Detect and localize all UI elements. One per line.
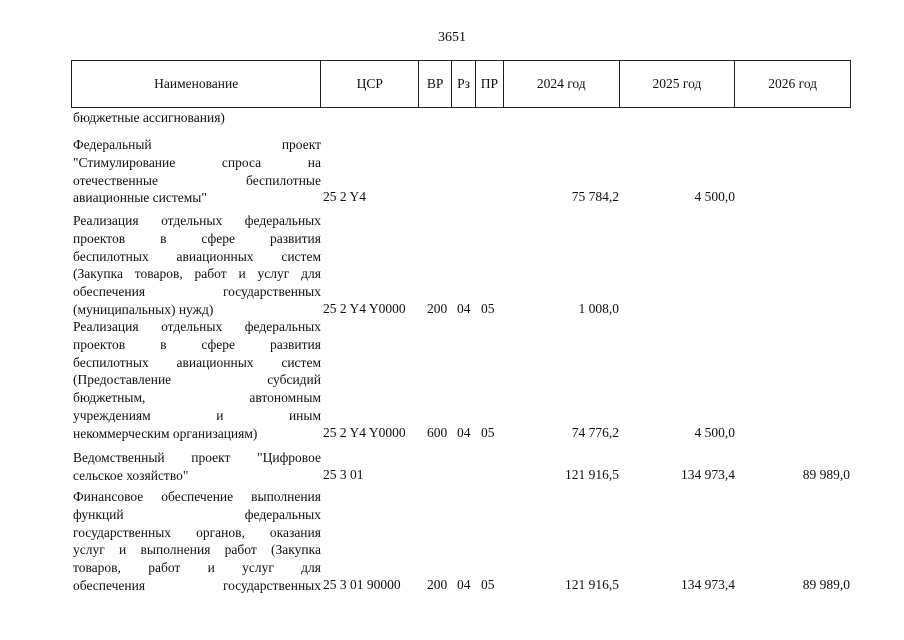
row-name-word: (муниципальных) нужд) (73, 301, 214, 317)
row-name-line (73, 336, 321, 354)
row-name-line (73, 172, 321, 190)
row-name-line (73, 265, 321, 283)
row-name-word: Финансовое (73, 489, 144, 504)
row-csr: 25 3 01 90000 (323, 577, 401, 592)
row-csr: 25 2 Y4 Y0000 (323, 301, 406, 316)
continuation-text: бюджетные ассигнования) (73, 110, 225, 125)
header-rz: Рз (452, 61, 476, 107)
row-name-word: услуг (73, 542, 105, 558)
row-name-word: оказания (269, 524, 321, 540)
row-name-line (73, 559, 321, 577)
page-number: 3651 (438, 30, 466, 45)
row-name-word: государственных (222, 577, 321, 593)
row-name-word: проектов (73, 336, 126, 352)
header-2026: 2026 год (768, 76, 818, 91)
row-name-word: в (160, 230, 167, 246)
row-name-word: развития (269, 230, 321, 246)
row-name-line (73, 154, 321, 172)
row-name-word: Реализация (73, 213, 139, 228)
row-name-word: учреждениям (73, 407, 151, 423)
row-csr: 25 2 Y4 Y0000 (323, 424, 406, 440)
row-name-line (73, 425, 321, 443)
row-name-word: субсидий (267, 372, 321, 388)
row-name-line (73, 136, 321, 154)
header-name: Наименование (72, 61, 321, 107)
row-name-word: систем (281, 248, 321, 264)
row-y2026: 89 989,0 (802, 466, 850, 482)
row-name-word: (Предоставление (73, 372, 172, 388)
row-y2025: 4 500,0 (694, 424, 735, 440)
row-name-line (73, 283, 321, 301)
row-name-word: федеральных (244, 506, 321, 522)
row-name-line (73, 318, 321, 336)
row-name-line (73, 488, 321, 506)
row-name-word: обеспечения (73, 577, 146, 593)
row-name-line (73, 301, 321, 319)
row-name-word: проект (191, 450, 231, 465)
row-name-word: услуг (242, 560, 274, 576)
row-csr: 25 3 01 (323, 466, 364, 482)
header-pr: ПР (476, 61, 504, 107)
row-name-word: работ (194, 266, 227, 282)
row-name-word: для (301, 560, 321, 576)
row-name-word: отечественные (73, 172, 158, 188)
row-name-word: отдельных (161, 319, 223, 334)
row-name-word: систем (281, 354, 321, 370)
row-name-word: беспилотных (73, 354, 149, 370)
header-vr: ВР (419, 61, 452, 107)
row-name-word: для (301, 266, 321, 282)
row-name-word: авиационных (176, 354, 254, 370)
row-name-line (73, 189, 321, 207)
row-vr: 600 (427, 424, 448, 440)
row-y2025: 134 973,4 (681, 466, 735, 482)
row-name-word: авиационные системы" (73, 190, 207, 206)
row-y2024: 121 916,5 (565, 466, 619, 482)
row-y2024: 75 784,2 (571, 189, 619, 205)
row-name-word: отдельных (161, 213, 223, 228)
row-name-line (73, 371, 321, 389)
row-name-word: "Стимулирование (73, 154, 176, 170)
row-pr: 05 (481, 301, 495, 316)
row-name-word: и (216, 407, 224, 423)
row-name-word: проект (281, 137, 321, 152)
row-name-word: "Цифровое (257, 450, 321, 465)
row-name (73, 488, 321, 595)
row-name (73, 136, 321, 207)
row-name-word: некоммерческим организациям) (73, 425, 258, 441)
row-y2024: 121 916,5 (565, 577, 619, 592)
row-y2024: 74 776,2 (571, 424, 619, 440)
row-name-word: Федеральный (73, 137, 152, 152)
row-name-word: обеспечения (73, 284, 146, 300)
row-name-word: работ (224, 542, 257, 558)
row-name-line (73, 389, 321, 407)
row-name-word: государственных (73, 524, 172, 540)
row-name-word: сфере (201, 336, 236, 352)
row-name-word: в (160, 336, 167, 352)
row-name-line (73, 524, 321, 542)
row-name-line (73, 354, 321, 372)
row-name-line (73, 541, 321, 559)
row-name-word: автономным (249, 390, 321, 406)
row-name-line (73, 230, 321, 248)
header-2025: 2025 год (620, 61, 736, 107)
row-y2024: 1 008,0 (578, 301, 619, 316)
row-name-line (73, 449, 321, 467)
row-name-word: выполнения (251, 489, 321, 504)
row-rz: 04 (457, 301, 471, 316)
row-name-line (73, 212, 321, 230)
row-name-word: товаров, (73, 560, 121, 576)
row-name (73, 318, 321, 443)
row-name-word: спроса (221, 154, 262, 170)
row-name-word: и (207, 560, 215, 576)
row-vr: 200 (427, 301, 448, 316)
row-name-line (73, 407, 321, 425)
row-rz: 04 (457, 424, 471, 440)
row-name-word: Реализация (73, 319, 139, 334)
row-name-word: авиационных (176, 248, 254, 264)
row-name-word: Ведомственный (73, 450, 165, 465)
header-2024: 2024 год (504, 61, 620, 107)
row-pr: 05 (481, 577, 495, 592)
row-name-word: (Закупка (271, 542, 321, 558)
header-csr: ЦСР (321, 61, 419, 107)
row-name-word: федеральных (244, 213, 321, 228)
row-name-word: работ (148, 560, 181, 576)
row-name-word: товаров, (134, 266, 183, 282)
row-vr: 200 (427, 577, 448, 592)
row-name-word: сфере (201, 230, 236, 246)
row-name-word: на (307, 154, 321, 170)
row-name (73, 212, 321, 319)
row-name-line (73, 467, 321, 485)
row-name-word: (Закупка (73, 266, 123, 282)
row-y2025: 4 500,0 (694, 189, 735, 205)
row-name-word: беспилотных (73, 248, 149, 264)
row-name-word: органов, (196, 524, 245, 540)
row-y2025: 134 973,4 (681, 577, 735, 592)
row-name-word: выполнения (140, 542, 211, 558)
row-name-word: проектов (73, 230, 126, 246)
row-y2026: 89 989,0 (802, 577, 850, 592)
row-name-line (73, 248, 321, 266)
row-name-word: обеспечение (161, 489, 234, 504)
row-pr: 05 (481, 424, 495, 440)
row-name-word: функций (73, 506, 124, 522)
row-name-word: сельское хозяйство" (73, 467, 189, 483)
row-name-word: и (238, 266, 246, 282)
row-name-word: бюджетным, (73, 390, 146, 406)
row-rz: 04 (457, 577, 471, 592)
row-name (73, 449, 321, 485)
row-name-word: иным (288, 407, 321, 423)
row-name-word: развития (269, 336, 321, 352)
table-header (71, 60, 851, 108)
row-name-word: и (119, 542, 127, 558)
row-name-line (73, 506, 321, 524)
row-name-word: услуг (257, 266, 290, 282)
row-name-word: государственных (222, 284, 321, 300)
row-name-word: федеральных (244, 319, 321, 334)
row-csr: 25 2 Y4 (323, 189, 366, 205)
row-name-word: беспилотные (246, 172, 321, 188)
row-name-line (73, 577, 321, 595)
